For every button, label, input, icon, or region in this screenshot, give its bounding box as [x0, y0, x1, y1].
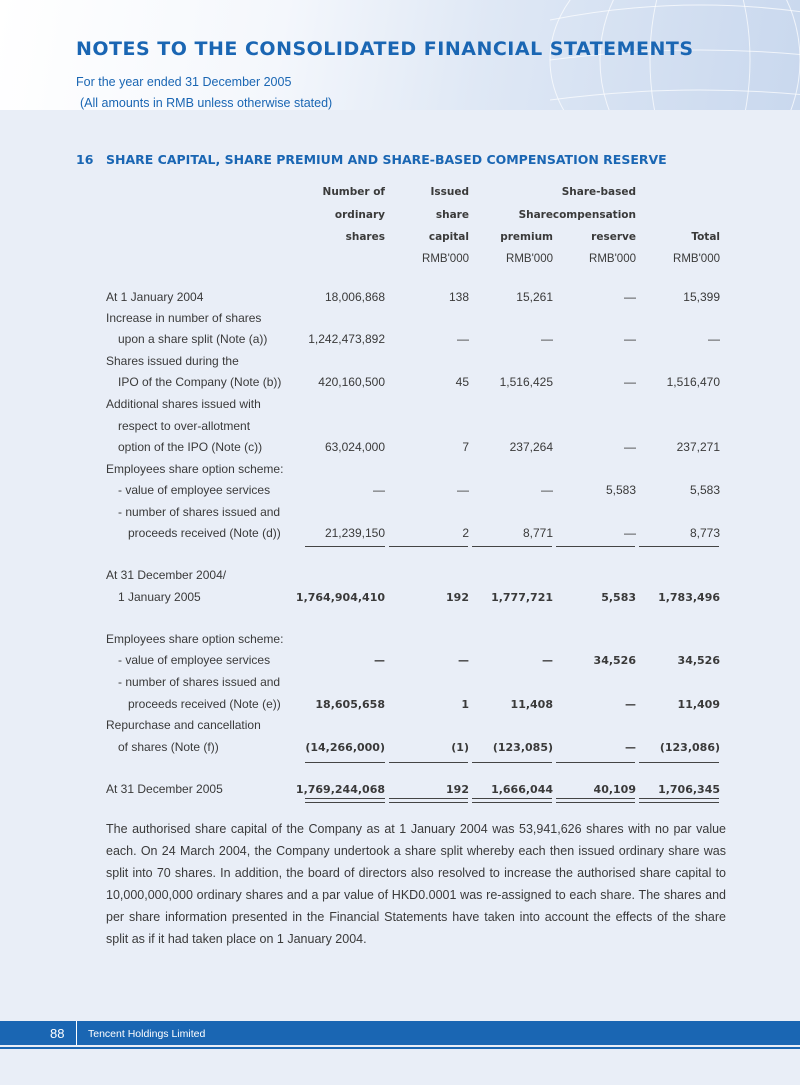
table-cell: 192: [446, 783, 469, 796]
page-title: NOTES TO THE CONSOLIDATED FINANCIAL STATEMENTS: [76, 38, 694, 60]
table-cell: (123,086): [659, 741, 720, 754]
table-cell: 192: [446, 591, 469, 604]
column-header-line: Issued: [430, 186, 469, 198]
table-cell: —: [374, 654, 385, 667]
row-label: 1 January 2005: [118, 590, 201, 604]
table-cell: 5,583: [601, 591, 636, 604]
table-cell: 1,706,345: [658, 783, 720, 796]
row-label: proceeds received (Note (d)): [128, 526, 281, 540]
table-cell: —: [624, 290, 636, 304]
row-label: - value of employee services: [118, 483, 271, 497]
table-cell: 5,583: [689, 483, 720, 497]
column-header-line: premium: [500, 231, 553, 243]
table-cell: 1,769,244,068: [295, 783, 385, 796]
row-label: Employees share option scheme:: [106, 462, 284, 476]
column-header-line: capital: [428, 231, 469, 243]
subtitle-period: For the year ended 31 December 2005: [76, 75, 292, 89]
column-unit: RMB'000: [422, 253, 469, 265]
table-cell: 1,764,904,410: [295, 591, 385, 604]
table-cell: (1): [451, 741, 469, 754]
table-cell: —: [458, 654, 469, 667]
column-header-line: Share: [518, 209, 553, 221]
footer-divider: [76, 1021, 77, 1045]
row-label: Increase in number of shares: [106, 311, 262, 325]
total-double-rule: [556, 798, 635, 803]
table-cell: —: [624, 526, 636, 540]
table-cell: —: [457, 332, 469, 346]
row-label: At 31 December 2004/: [106, 568, 227, 582]
row-label: - value of employee services: [118, 653, 271, 667]
table-cell: —: [625, 698, 636, 711]
table-cell: 138: [448, 290, 469, 304]
table-cell: 8,771: [522, 526, 553, 540]
table-cell: 2: [462, 526, 469, 540]
table-cell: 1,516,425: [499, 375, 553, 389]
row-label: At 1 January 2004: [106, 290, 204, 304]
row-label: proceeds received (Note (e)): [128, 697, 281, 711]
page-number: 88: [50, 1026, 65, 1041]
row-label: respect to over-allotment: [118, 419, 251, 433]
table-cell: 45: [455, 375, 469, 389]
table-cell: —: [541, 483, 553, 497]
row-label: - number of shares issued and: [118, 675, 281, 689]
subtotal-rule: [639, 546, 719, 547]
table-cell: (123,085): [492, 741, 553, 754]
column-unit: RMB'000: [673, 253, 720, 265]
row-label: IPO of the Company (Note (b)): [118, 375, 282, 389]
table-cell: —: [373, 483, 385, 497]
row-label: At 31 December 2005: [106, 782, 223, 796]
column-unit: RMB'000: [589, 253, 636, 265]
table-cell: 1,783,496: [658, 591, 720, 604]
table-cell: 15,399: [683, 290, 720, 304]
table-cell: —: [708, 332, 720, 346]
subtotal-rule: [639, 762, 719, 763]
table-cell: 7: [462, 440, 469, 454]
subtotal-rule: [389, 762, 468, 763]
row-label: upon a share split (Note (a)): [118, 332, 268, 346]
table-cell: 18,006,868: [324, 290, 385, 304]
column-header-line: Total: [691, 231, 720, 243]
subtitle-currency-note: (All amounts in RMB unless otherwise stated): [80, 96, 333, 110]
subtotal-rule: [472, 762, 552, 763]
table-cell: —: [457, 483, 469, 497]
table-cell: 1,777,721: [491, 591, 553, 604]
table-cell: 5,583: [605, 483, 636, 497]
table-cell: —: [624, 375, 636, 389]
table-cell: —: [541, 332, 553, 346]
row-label: - number of shares issued and: [118, 505, 281, 519]
total-double-rule: [389, 798, 468, 803]
column-header-line: compensation: [552, 209, 636, 221]
table-cell: 1: [461, 698, 469, 711]
section-heading: [76, 152, 667, 167]
subtotal-rule: [556, 762, 635, 763]
explanatory-paragraph: The authorised share capital of the Company as at 1 January 2004 was 53,941,626 shares with no par value each. On 24 March 2004, the Company undertook a share split whereby each then issued ordinary share was split into 70 shares. In addition, the board of directors also resolved to increase the authorised share capital to 10,000,000,000 ordinary shares and a par value of HKD0.0001 was re-assigned to each share. The shares and per share information presented in the Financial Statements have taken into account the effects of the share split as if it had taken place on 1 January 2004.: [106, 822, 726, 946]
row-label: Repurchase and cancellation: [106, 718, 261, 732]
total-double-rule: [305, 798, 385, 803]
subtotal-rule: [305, 762, 385, 763]
table-cell: 1,666,044: [491, 783, 553, 796]
total-double-rule: [472, 798, 552, 803]
column-unit: RMB'000: [506, 253, 553, 265]
table-cell: —: [624, 332, 636, 346]
section-number: 16: [76, 152, 94, 167]
table-cell: —: [542, 654, 553, 667]
table-cell: (14,266,000): [305, 741, 385, 754]
table-cell: 15,261: [516, 290, 553, 304]
table-cell: —: [625, 741, 636, 754]
table-cell: 21,239,150: [324, 526, 385, 540]
section-title: SHARE CAPITAL, SHARE PREMIUM AND SHARE-BASED COMPENSATION RESERVE: [106, 152, 667, 167]
column-header-line: shares: [345, 231, 385, 243]
table-cell: 420,160,500: [318, 375, 385, 389]
table-cell: 237,264: [509, 440, 553, 454]
row-label: Additional shares issued with: [106, 397, 261, 411]
subtotal-rule: [305, 546, 385, 547]
subtotal-rule: [472, 546, 552, 547]
column-header-line: share: [435, 209, 469, 221]
total-double-rule: [639, 798, 719, 803]
column-header-line: Share-based: [561, 186, 636, 198]
table-cell: 1,516,470: [666, 375, 720, 389]
table-cell: 63,024,000: [324, 440, 385, 454]
table-cell: 8,773: [689, 526, 720, 540]
table-cell: 34,526: [677, 654, 720, 667]
table-cell: 34,526: [593, 654, 636, 667]
column-header-line: reserve: [591, 231, 636, 243]
row-label: option of the IPO (Note (c)): [118, 440, 263, 454]
table-cell: 237,271: [676, 440, 720, 454]
subtotal-rule: [389, 546, 468, 547]
table-cell: 40,109: [593, 783, 636, 796]
column-header-line: Number of: [322, 186, 385, 198]
table-cell: 18,605,658: [315, 698, 385, 711]
table-cell: 1,242,473,892: [308, 332, 385, 346]
row-label: of shares (Note (f)): [118, 740, 219, 754]
footer-underline: [0, 1047, 800, 1049]
row-label: Employees share option scheme:: [106, 632, 284, 646]
company-name: Tencent Holdings Limited: [88, 1028, 206, 1040]
page-subtitle: [76, 72, 332, 114]
table-cell: 11,409: [677, 698, 720, 711]
table-cell: —: [624, 440, 636, 454]
table-cell: 11,408: [510, 698, 553, 711]
row-label: Shares issued during the: [106, 354, 239, 368]
column-header-line: ordinary: [334, 209, 385, 221]
subtotal-rule: [556, 546, 635, 547]
